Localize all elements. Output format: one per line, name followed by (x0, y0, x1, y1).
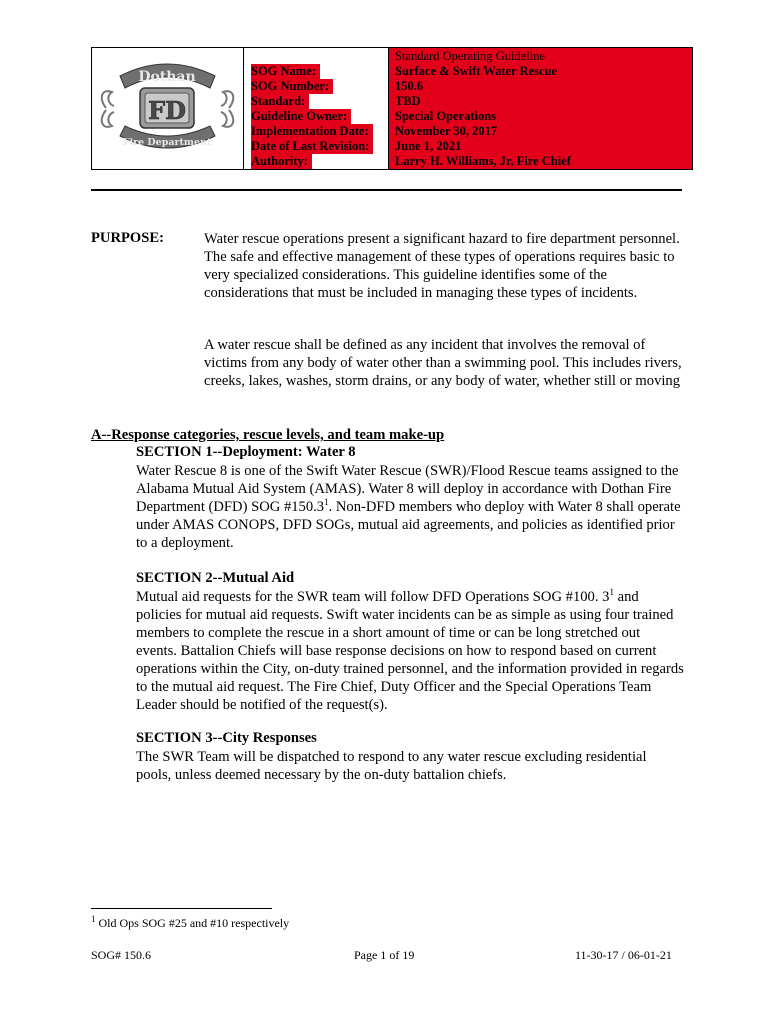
header-divider (91, 189, 682, 191)
label-guideline-owner: Guideline Owner: (251, 109, 351, 124)
sog-doc-title: Standard Operating Guideline (395, 49, 545, 63)
value-implementation-date: November 30, 2017 (395, 124, 498, 138)
header-labels (244, 47, 389, 170)
label-sog-name: SOG Name: (251, 64, 320, 79)
section-1-title: SECTION 1--Deployment: Water 8 (136, 444, 356, 460)
label-authority: Authority: (251, 154, 312, 169)
section-2-text-b: and policies for mutual aid requests. Swift water incidents can be as simple as using four trained members to complete the rescue in a short amount of time or can be long stretched out events. Battalion Chiefs will base response decisions on how to respond based on current operations within the City, on-duty trained personnel, and the information provided in regards to the mutual aid request. The Fire Chief, Duty Officer and the Special Operations Team Leader should be notified of the request(s). (136, 589, 684, 713)
label-sog-number: SOG Number: (251, 79, 333, 94)
label-standard: Standard: (251, 94, 309, 109)
value-standard: TBD (395, 94, 421, 108)
section-a-heading: A--Response categories, rescue levels, and team make-up (91, 427, 445, 443)
purpose-paragraph-1: Water rescue operations present a significant hazard to fire department personnel. The safe and effective management of these types of operations requires basic to very specialized considerations. This guideline identifies some of the considerations that must be included in managing these types of incidents. (204, 231, 680, 301)
logo-cell (91, 47, 244, 170)
value-guideline-owner: Special Operations (395, 109, 497, 123)
footnote-number: 1 (91, 914, 96, 924)
footnote (91, 916, 289, 931)
purpose-label: PURPOSE: (91, 230, 164, 246)
section-2-text-a: Mutual aid requests for the SWR team will follow DFD Operations SOG #100. 3 (136, 589, 610, 605)
value-sog-name: Surface & Swift Water Rescue (395, 64, 558, 78)
header-values (389, 47, 693, 170)
footer-dates: 11-30-17 / 06-01-21 (575, 948, 672, 962)
section-2-body (136, 588, 684, 714)
purpose-paragraph-2: A water rescue shall be defined as any incident that involves the removal of victims from any body of water other than a swimming pool. This includes rivers, creeks, lakes, washes, storm drains, or any body of water, whether still or moving (204, 337, 682, 389)
section-3-body: The SWR Team will be dispatched to respond to any water rescue excluding residential pools, unless deemed necessary by the on-duty battalion chiefs. (136, 749, 647, 783)
section-2-title: SECTION 2--Mutual Aid (136, 570, 295, 586)
footnote-ref: 1 (324, 497, 329, 508)
dothan-fire-department-logo (92, 48, 243, 169)
logo-monogram: FD (148, 96, 186, 125)
footer-page-number: Page 1 of 19 (354, 948, 415, 962)
logo-top-text: Dothan (138, 69, 196, 85)
section-1-body (136, 462, 684, 552)
label-implementation-date: Implementation Date: (251, 124, 373, 139)
label-last-revision: Date of Last Revision: (251, 139, 373, 154)
footnote-ref: 1 (609, 587, 614, 598)
value-sog-number: 150.6 (395, 79, 424, 93)
section-3-title: SECTION 3--City Responses (136, 730, 317, 746)
footnote-divider (91, 908, 272, 909)
footnote-text: Old Ops SOG #25 and #10 respectively (95, 916, 290, 930)
section-1-text-a: Water Rescue 8 is one of the Swift Water Rescue (SWR)/Flood Rescue teams assigned to the Alabama Mutual Aid System (AMAS). Water 8 will deploy in accordance with Dothan Fire Department (DFD) SOG #150.3 (136, 463, 679, 515)
logo-bottom-text: Fire Department (122, 137, 212, 148)
value-last-revision: June 1, 2021 (395, 139, 462, 153)
section-1-text-b: . Non-DFD members who deploy with Water 8 shall operate under AMAS CONOPS, DFD SOGs, mutual aid agreements, and policies as identified prior to a deployment. (136, 499, 681, 551)
value-authority: Larry H. Williams, Jr, Fire Chief (395, 154, 571, 168)
footer-left: SOG# 150.6 (91, 948, 152, 962)
